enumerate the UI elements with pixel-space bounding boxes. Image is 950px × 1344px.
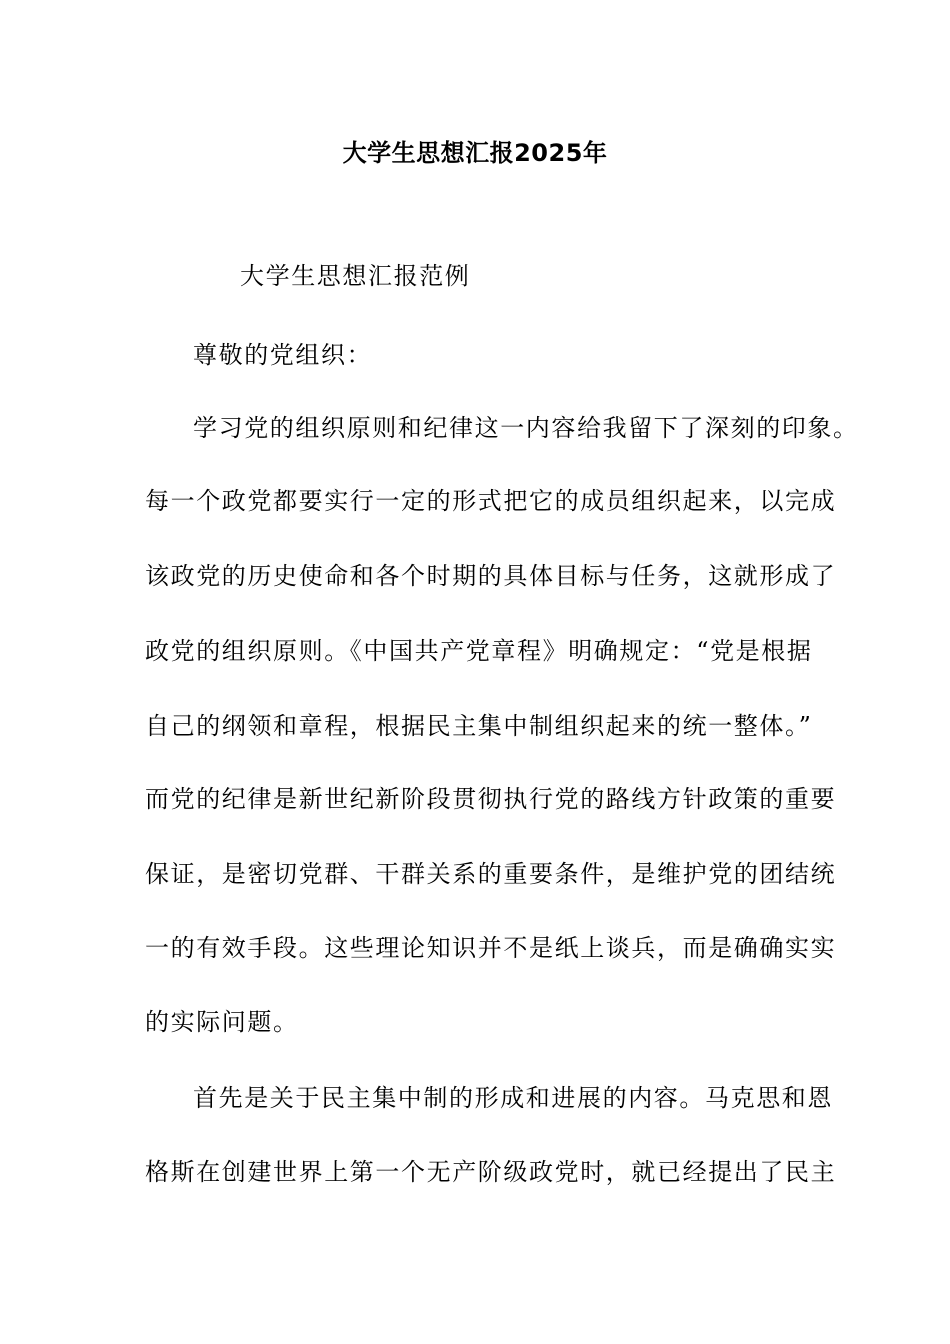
body-line: 的实际问题。	[145, 1008, 299, 1036]
body-line: 一的有效手段。这些理论知识并不是纸上谈兵，而是确确实实	[145, 934, 837, 962]
document-subtitle: 大学生思想汇报范例	[240, 262, 471, 290]
body-line: 学习党的组织原则和纪律这一内容给我留下了深刻的印象。	[193, 414, 859, 442]
body-line: 保证，是密切党群、干群关系的重要条件，是维护党的团结统	[145, 860, 837, 888]
body-line: 而党的纪律是新世纪新阶段贯彻执行党的路线方针政策的重要	[145, 785, 837, 813]
body-line: 每一个政党都要实行一定的形式把它的成员组织起来，以完成	[145, 487, 837, 515]
document-title: 大学生思想汇报2025年	[342, 139, 608, 167]
body-line: 政党的组织原则。《中国共产党章程》明确规定：“党是根据	[145, 637, 813, 665]
body-line: 自己的纲领和章程，根据民主集中制组织起来的统一整体。”	[145, 712, 813, 740]
body-line: 该政党的历史使命和各个时期的具体目标与任务，这就形成了	[145, 562, 837, 590]
body-line: 格斯在创建世界上第一个无产阶级政党时，就已经提出了民主	[145, 1158, 837, 1186]
salutation: 尊敬的党组织：	[193, 341, 373, 369]
body-line: 首先是关于民主集中制的形成和进展的内容。马克思和恩	[193, 1084, 833, 1112]
